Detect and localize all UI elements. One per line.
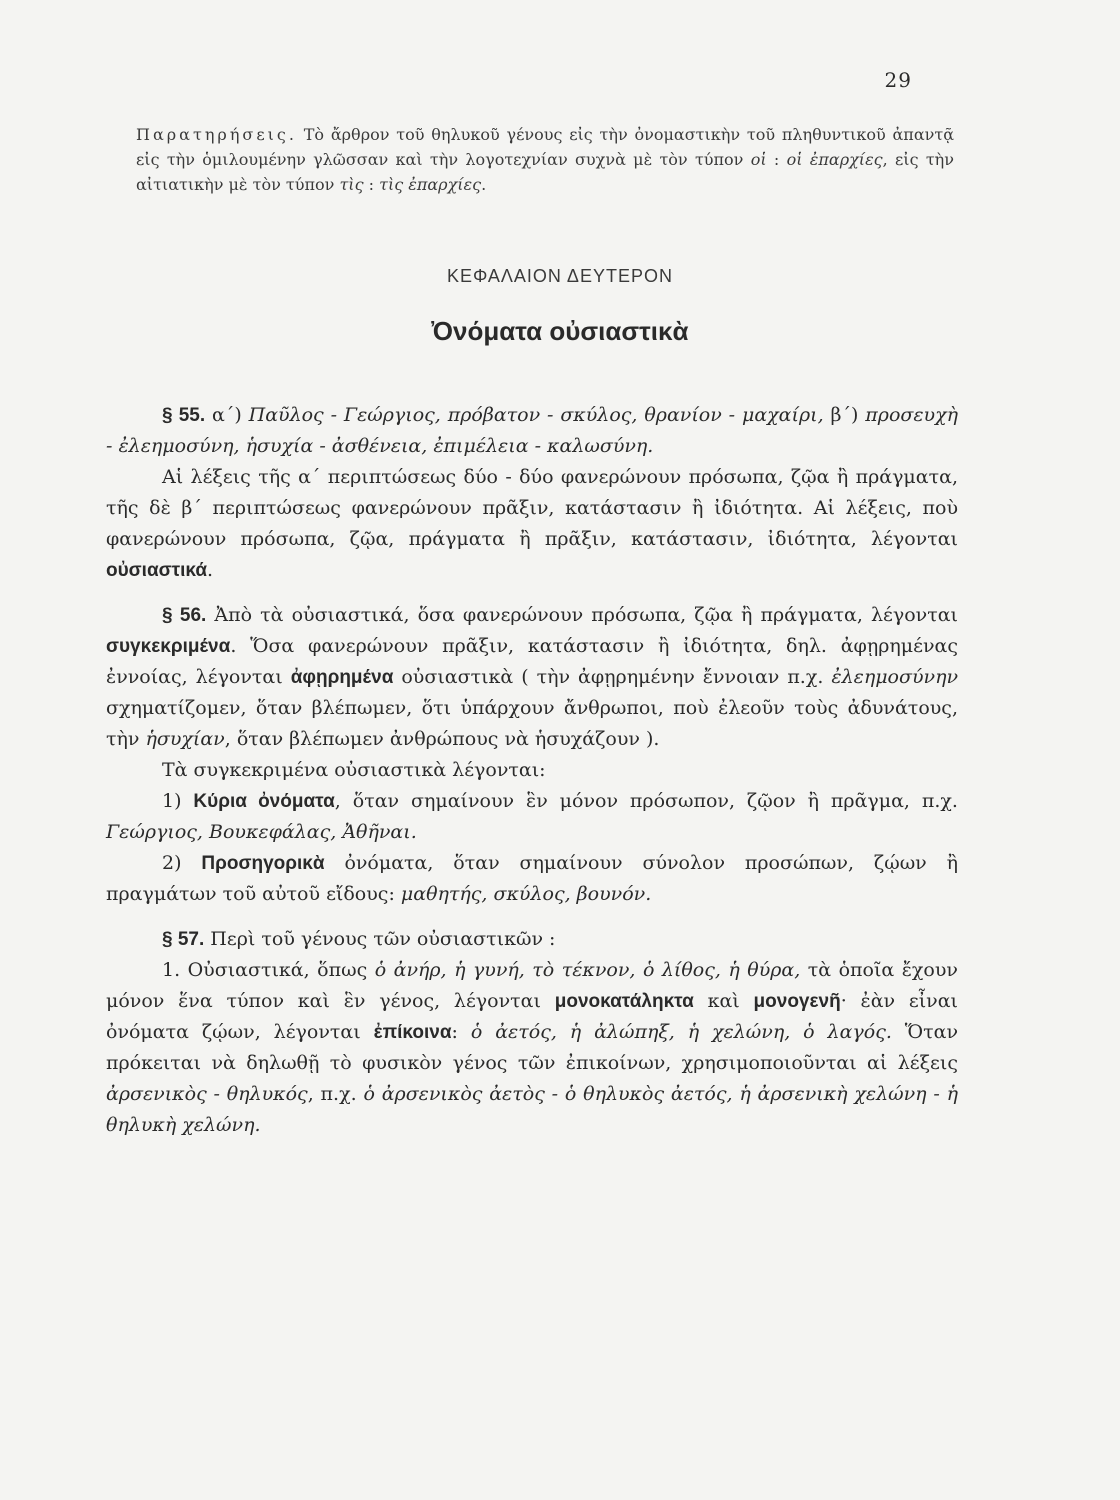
examples: μαθητής, σκύλος, βουνόν. <box>400 883 652 905</box>
paragraph-text: . Ὅσα φανερώνουν πρᾶξιν, κατάστασιν ἢ ἰδιότητα, δηλ. ἀφῃρημένας ἐννοίας, λέγονται <box>106 635 958 688</box>
example: ἐλεημοσύνην <box>831 666 958 688</box>
note-example: τὶς ἐπαρχίες <box>379 175 482 194</box>
examples: Παῦλος - Γεώργιος, πρόβατον - σκύλος, θρανίον - μαχαίρι, <box>248 404 824 426</box>
examples: ὁ ἀετός, ἡ ἀλώπηξ, ἡ χελώνη, ὁ λαγός. <box>470 1021 892 1043</box>
observations-note <box>136 122 954 197</box>
note-form: οἱ <box>750 150 767 169</box>
list-item <box>106 786 958 848</box>
paragraph-text: καὶ <box>693 990 754 1012</box>
note-text: Τὸ ἄρθρον τοῦ θηλυκοῦ γένους εἰς τὴν ὀνομαστικὴν τοῦ πληθυντικοῦ ἀπαντᾷ εἰς τὴν ὁμιλουμένην γλῶσσαν καὶ τὴν λογοτεχνίαν συχνὰ μὲ τὸν τύπον <box>136 125 954 169</box>
paragraph-text: : <box>451 1021 471 1043</box>
paragraph-text: · ἐὰν εἶναι ὀνόματα ζῴων, λέγονται <box>106 990 959 1043</box>
paragraph-text: . <box>207 559 214 581</box>
examples: ὁ ἀνήρ, ἡ γυνή, τὸ τέκνον, ὁ λίθος, ἡ θύρα, <box>374 959 801 981</box>
example: ἡσυχίαν <box>145 728 225 750</box>
page-number: 29 <box>884 68 912 92</box>
term: ἐπίκοινα <box>373 1022 452 1043</box>
examples: ὁ ἀρσενικὸς ἀετὸς - ὁ θηλυκὸς ἀετός, ἡ ἀρσενικὴ χελώνη - ἡ θηλυκὴ χελώνη. <box>106 1083 958 1136</box>
term: Κύρια ὀνόματα <box>193 791 335 812</box>
paragraph-text: ὀνόματα, ὅταν σημαίνουν σύνολον προσώπων, ζῴων ἢ πραγμάτων τοῦ αὐτοῦ εἴδους: <box>106 852 958 905</box>
note-form: τὶς <box>339 175 364 194</box>
paragraph <box>106 462 958 586</box>
note-example: οἱ ἐπαρχίες <box>786 150 883 169</box>
chapter-heading: ΚΕΦΑΛΑΙΟΝ ΔΕΥΤΕΡΟΝ <box>447 266 673 286</box>
paragraph-text: , ὅταν βλέπωμεν ἀνθρώπους νὰ ἡσυχάζουν ). <box>224 728 660 750</box>
section-number: § 57. <box>162 929 205 950</box>
term: ἀφῃρημένα <box>290 667 394 688</box>
section-number: § 55. <box>162 405 206 426</box>
section-56 <box>106 600 958 755</box>
case-label: β΄) <box>823 404 866 426</box>
case-label: α΄) <box>205 404 249 426</box>
note-text: : <box>363 175 380 194</box>
paragraph-text: σχηματίζομεν, ὅταν βλέπωμεν, ὅτι ὑπάρχουν ἄνθρωποι, ποὺ ἐλεοῦν τοὺς ἀδυνάτους, τὴν <box>106 697 958 750</box>
paragraph-text: Ἀπὸ τὰ οὐσιαστικά, ὅσα φανερώνουν πρόσωπα, ζῷα ἢ πράγματα, λέγονται <box>206 604 958 626</box>
paragraph-text: τὰ ὁποῖα ἔχουν μόνον ἕνα τύπον καὶ ἓν γένος, λέγονται <box>106 959 958 1012</box>
example: ἀρσενικὸς - θηλυκός <box>106 1083 308 1105</box>
term: συγκεκριμένα <box>106 636 231 657</box>
paragraph-text: , ὅταν σημαίνουν ἓν μόνον πρόσωπον, ζῷον ἢ πρᾶγμα, π.χ. <box>334 790 958 812</box>
list-item <box>106 848 958 910</box>
term: οὐσιαστικά <box>106 560 208 581</box>
paragraph-text: 1. Οὐσιαστικά, ὅπως <box>162 959 375 981</box>
paragraph-text: οὐσιαστικὰ ( τὴν ἀφῃρημένην ἔννοιαν π.χ. <box>393 666 832 688</box>
section-55 <box>106 400 958 462</box>
section-57 <box>106 924 958 955</box>
list-number: 2) <box>162 852 202 874</box>
term: μονογενῆ <box>753 991 841 1012</box>
note-text: , εἰς τὴν αἰτιατικὴν μὲ τὸν τύπον <box>136 150 954 194</box>
examples: προσευχὴ - ἐλεημοσύνη, ἡσυχία - ἀσθένεια, ἐπιμέλεια - καλωσύνη. <box>106 404 958 457</box>
term: Προσηγορικὰ <box>201 853 325 874</box>
note-label: Παρατηρήσεις. <box>136 125 297 144</box>
chapter-title: Ὀνόματα οὐσιαστικὰ <box>431 316 689 346</box>
term: μονοκατάληκτα <box>554 991 694 1012</box>
paragraph-text: , π.χ. <box>307 1083 364 1105</box>
paragraph-text: Αἱ λέξεις τῆς α΄ περιπτώσεως δύο - δύο φανερώνουν πρόσωπα, ζῷα ἢ πράγματα, τῆς δὲ β΄ περιπτώσεως φανερώνουν πρᾶξιν, κατάστασιν ἢ ἰδιότητα. Αἱ λέξεις, ποὺ φανερώνουν πρόσωπα, ζῷα, πράγματα ἢ πρᾶξιν, κατάστασιν, ἰδιότητα, λέγονται <box>106 466 958 550</box>
note-text: . <box>481 175 487 194</box>
list-number: 1) <box>162 790 194 812</box>
section-number: § 56. <box>162 605 207 626</box>
paragraph-text: Ὅταν πρόκειται νὰ δηλωθῇ τὸ φυσικὸν γένος τῶν ἐπικοίνων, χρησιμοποιοῦνται αἱ λέξεις <box>106 1021 959 1074</box>
note-text: : <box>766 150 787 169</box>
paragraph-text: Περὶ τοῦ γένους τῶν οὐσιαστικῶν : <box>204 928 556 950</box>
paragraph: Τὰ συγκεκριμένα οὐσιαστικὰ λέγονται: <box>162 759 546 781</box>
examples: Γεώργιος, Βουκεφάλας, Ἀθῆναι. <box>106 821 417 843</box>
list-item <box>106 955 958 1141</box>
main-text <box>106 400 958 1141</box>
